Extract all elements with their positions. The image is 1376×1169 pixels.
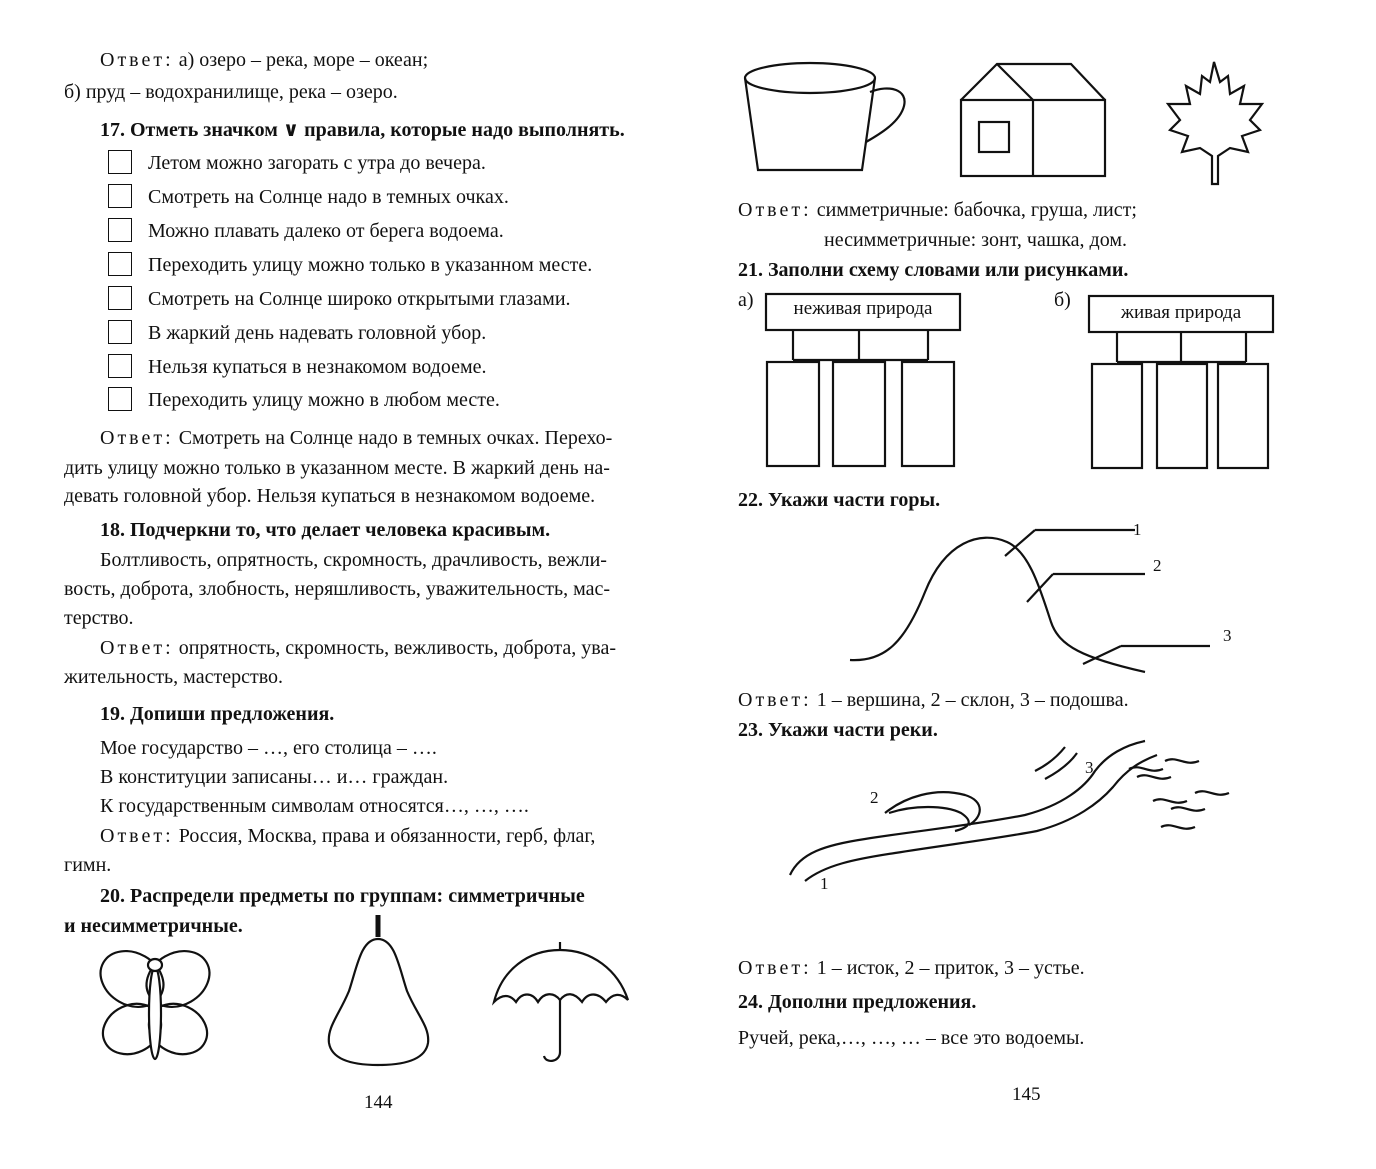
scheme-b-label: живая природа bbox=[1120, 302, 1242, 323]
checkbox-7[interactable] bbox=[108, 354, 132, 378]
maple-leaf-icon bbox=[1162, 60, 1267, 186]
right-page bbox=[700, 0, 1376, 1169]
mountain-label-3: 3 bbox=[1223, 626, 1232, 645]
scheme-a-marker: а) bbox=[738, 289, 754, 311]
q20-answer-line1: Ответ: симметричные: бабочка, груша, лист; bbox=[738, 199, 1137, 221]
checklist-item: Можно плавать далеко от берега водоема. bbox=[148, 220, 504, 242]
checkbox-3[interactable] bbox=[108, 218, 132, 242]
q24-title: 24. Дополни предложения. bbox=[738, 991, 977, 1013]
scheme-b-marker: б) bbox=[1054, 289, 1071, 311]
q20-title-line1: 20. Распредели предметы по группам: симметричные bbox=[100, 885, 585, 907]
q23-answer: Ответ: 1 – исток, 2 – приток, 3 – устье. bbox=[738, 957, 1085, 979]
checklist-item: Нельзя купаться в незнакомом водоеме. bbox=[148, 356, 487, 378]
q18-answer-line1: Ответ: опрятность, скромность, вежливость, доброта, ува- bbox=[100, 637, 616, 659]
q18-line3: терство. bbox=[64, 607, 134, 629]
q19-title: 19. Допиши предложения. bbox=[100, 703, 335, 725]
umbrella-icon bbox=[488, 940, 633, 1068]
checkbox-1[interactable] bbox=[108, 150, 132, 174]
scheme-a-label: неживая природа bbox=[793, 298, 933, 319]
q20-answer-line2: несимметричные: зонт, чашка, дом. bbox=[824, 229, 1127, 251]
checklist-item: Смотреть на Солнце широко открытыми глазами. bbox=[148, 288, 571, 310]
q19-line1: Мое государство – …, его столица – …. bbox=[100, 737, 437, 759]
checklist-item: Летом можно загорать с утра до вечера. bbox=[148, 152, 486, 174]
q18-line2: вость, доброта, злобность, неряшливость, уважительность, мас- bbox=[64, 578, 611, 600]
q17-answer-line1: Ответ: Смотреть на Солнце надо в темных очках. Перехо- bbox=[100, 427, 613, 449]
checklist-item: Смотреть на Солнце надо в темных очках. bbox=[148, 186, 509, 208]
checklist-item: Переходить улицу можно только в указанном месте. bbox=[148, 254, 593, 276]
q18-answer-line2: жительность, мастерство. bbox=[64, 666, 283, 688]
q18-title: 18. Подчеркни то, что делает человека красивым. bbox=[100, 519, 551, 541]
q23-title: 23. Укажи части реки. bbox=[738, 719, 938, 741]
q19-answer-line1: Ответ: Россия, Москва, права и обязанности, герб, флаг, bbox=[100, 825, 596, 847]
q20-title-line2: и несимметричные. bbox=[64, 915, 243, 937]
q17-answer-line3: девать головной убор. Нельзя купаться в незнакомом водоеме. bbox=[64, 485, 596, 507]
q17-answer-line2: дить улицу можно только в указанном месте. В жаркий день на- bbox=[64, 457, 610, 479]
river-label-3: 3 bbox=[1085, 758, 1094, 777]
q22-answer: Ответ: 1 – вершина, 2 – склон, 3 – подошва. bbox=[738, 689, 1129, 711]
q18-line1: Болтливость, опрятность, скромность, драчливость, вежли- bbox=[100, 549, 607, 571]
pear-icon bbox=[325, 915, 435, 1065]
checkbox-6[interactable] bbox=[108, 320, 132, 344]
page-number: 145 bbox=[1012, 1084, 1041, 1105]
checklist-item: В жаркий день надевать головной убор. bbox=[148, 322, 487, 344]
q16-answer-line1: Ответ: а) озеро – река, море – океан; bbox=[100, 49, 429, 71]
cup-icon bbox=[740, 60, 910, 178]
mountain-diagram bbox=[845, 522, 1245, 672]
q21-title: 21. Заполни схему словами или рисунками. bbox=[738, 259, 1129, 281]
river-label-1: 1 bbox=[820, 874, 829, 893]
checkbox-8[interactable] bbox=[108, 387, 132, 411]
mountain-label-2: 2 bbox=[1153, 556, 1162, 575]
butterfly-icon bbox=[90, 945, 220, 1075]
checkbox-2[interactable] bbox=[108, 184, 132, 208]
river-label-2: 2 bbox=[870, 788, 879, 807]
q19-answer-line2: гимн. bbox=[64, 854, 112, 876]
mountain-label-1: 1 bbox=[1133, 520, 1142, 539]
river-diagram bbox=[785, 735, 1255, 895]
q19-line2: В конституции записаны… и… граждан. bbox=[100, 766, 449, 788]
q16-answer-line2: б) пруд – водохранилище, река – озеро. bbox=[64, 81, 398, 103]
q17-title: 17. Отметь значком ∨ правила, которые надо выполнять. bbox=[100, 119, 625, 141]
house-icon bbox=[955, 58, 1115, 182]
q19-line3: К государственным символам относятся…, …, …. bbox=[100, 795, 529, 817]
q22-title: 22. Укажи части горы. bbox=[738, 489, 941, 511]
checkbox-4[interactable] bbox=[108, 252, 132, 276]
checkbox-5[interactable] bbox=[108, 286, 132, 310]
checklist-item: Переходить улицу можно в любом месте. bbox=[148, 389, 500, 411]
q24-line: Ручей, река,…, …, … – все это водоемы. bbox=[738, 1027, 1085, 1049]
page-number: 144 bbox=[364, 1092, 393, 1113]
